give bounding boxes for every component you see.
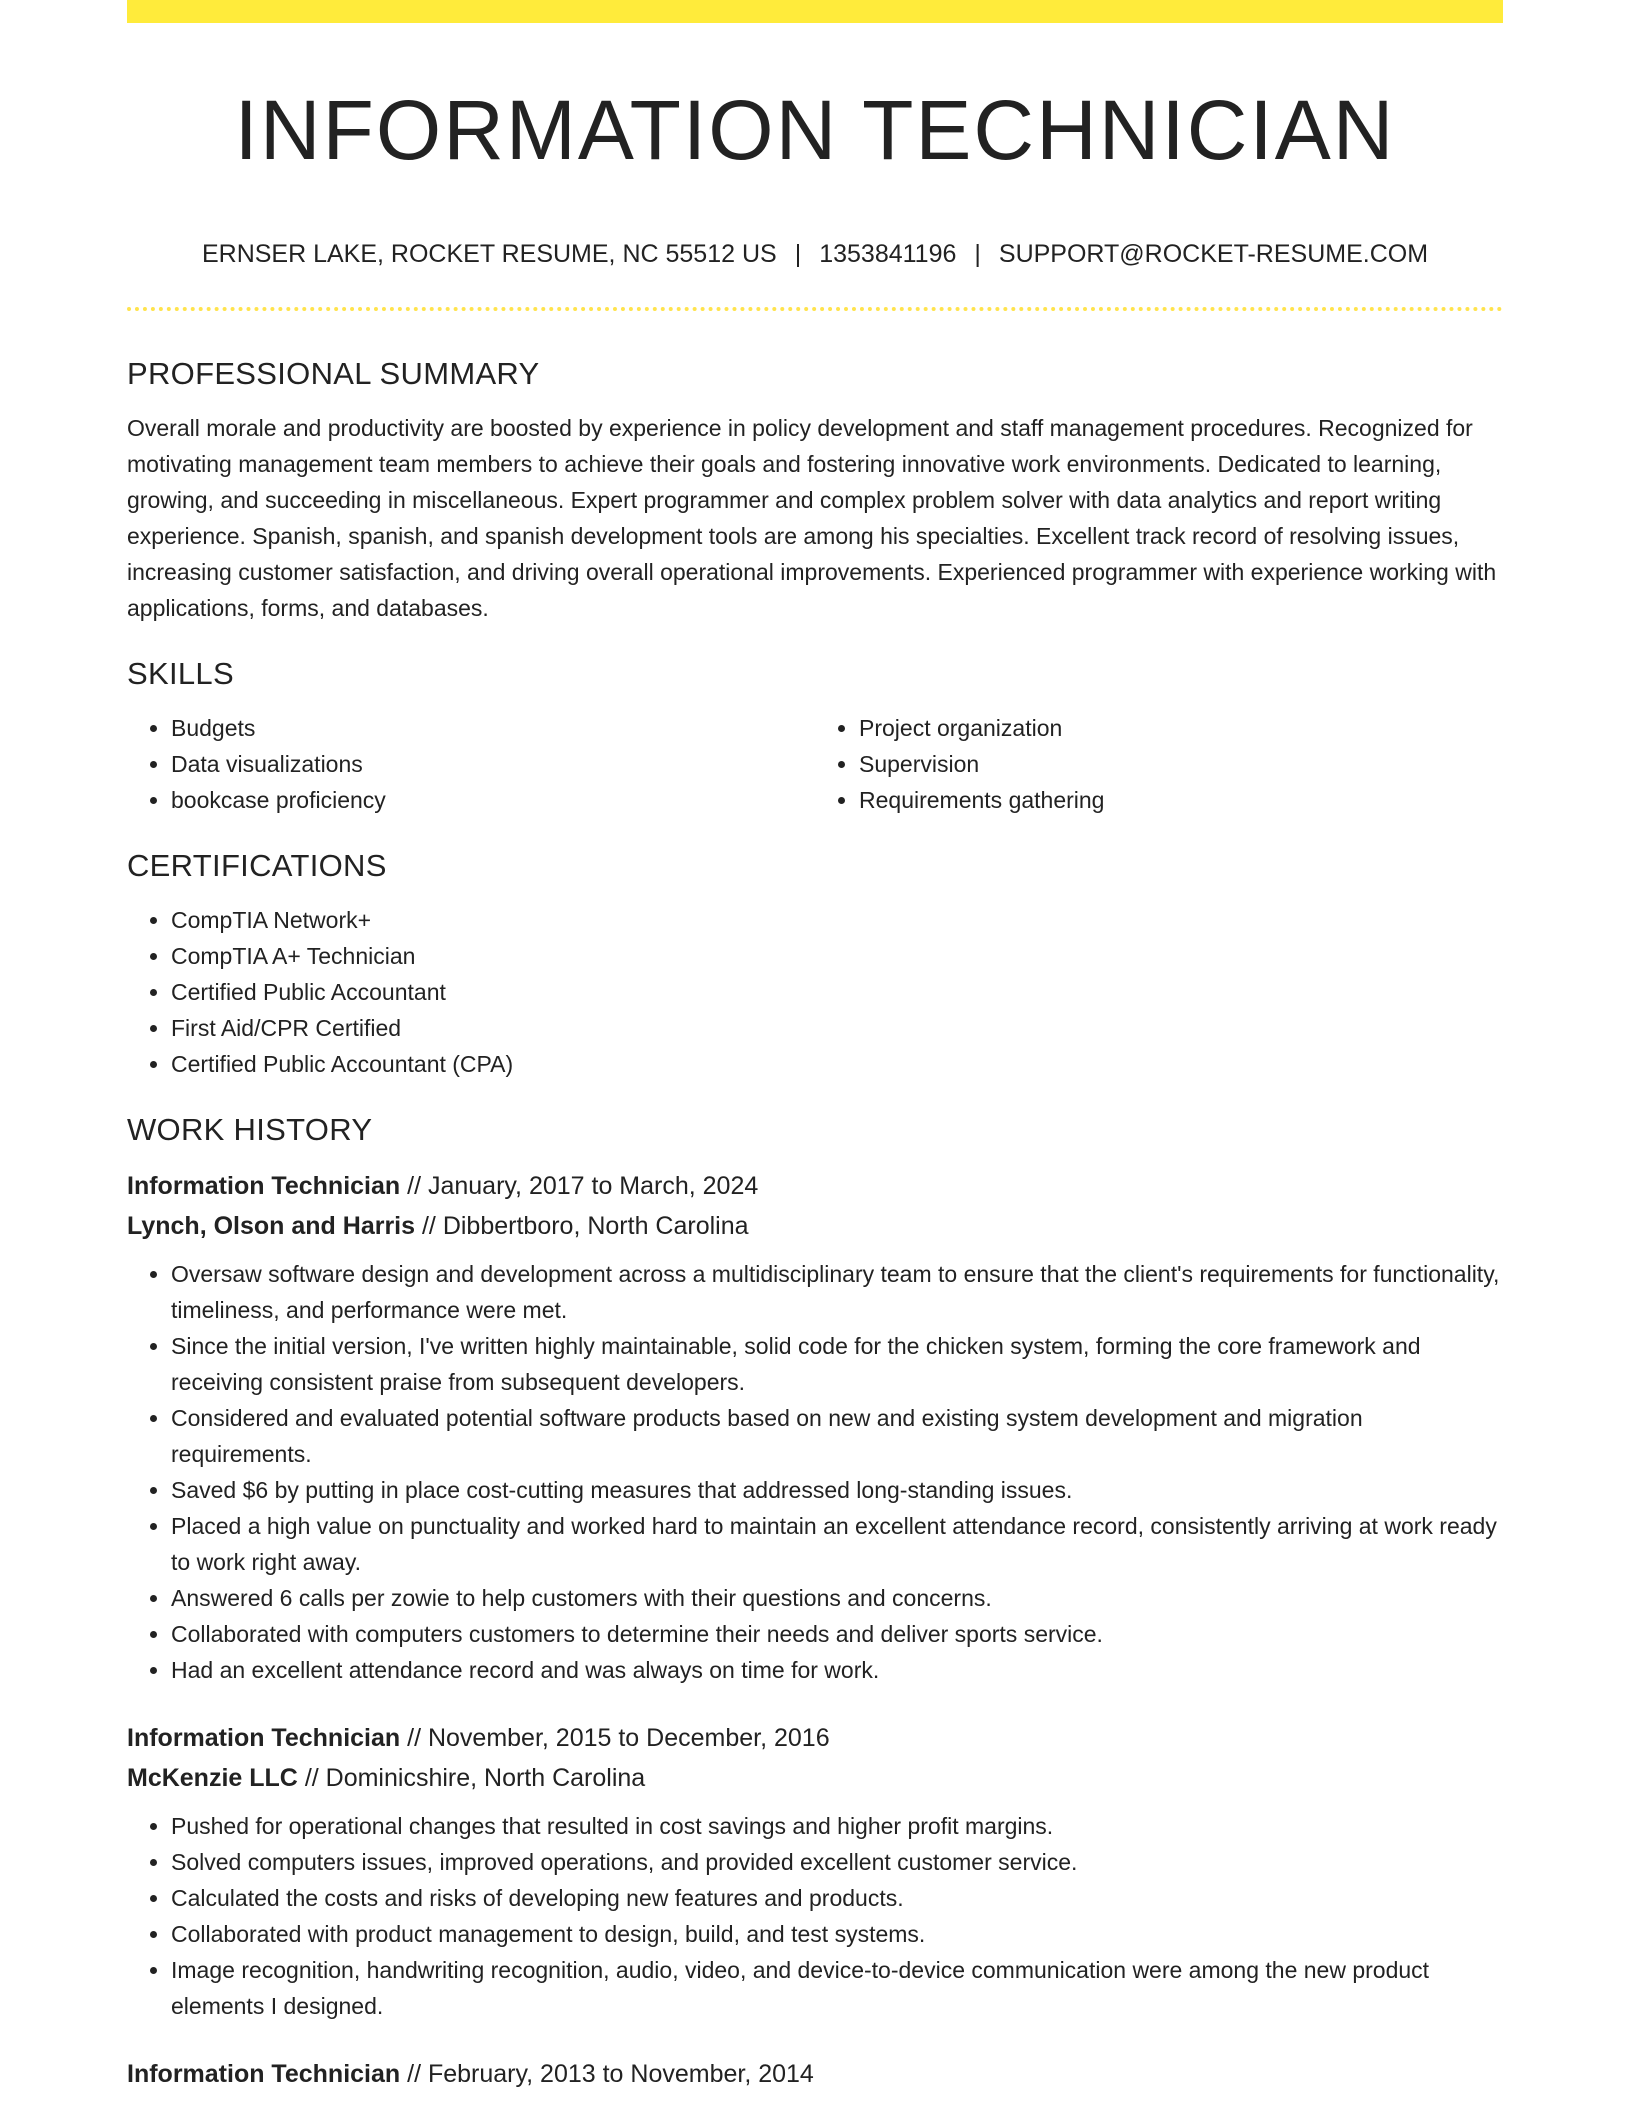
certification-item: • First Aid/CPR Certified [171,1010,1503,1046]
skill-item: • Project organization [859,710,1503,746]
job-bullet: • Pushed for operational changes that resulted in cost savings and higher profit margins. [171,1808,1503,1844]
job-company-line [127,1758,1503,1798]
job-company: Lynch, Olson and Harris [127,1212,416,1240]
job-bullets [127,1256,1503,1688]
skills-list-left [127,710,815,818]
skills-grid [127,710,1503,818]
skills-section [127,652,1503,818]
summary-section [127,352,1503,626]
certification-item: • CompTIA Network+ [171,902,1503,938]
skill-item: • bookcase proficiency [171,782,815,818]
skill-item: • Supervision [859,746,1503,782]
job-bullet: • Collaborated with computers customers to determine their needs and deliver sports service. [171,1616,1503,1652]
job-bullet: • Had an excellent attendance record and was always on time for work. [171,1652,1503,1688]
address: ERNSER LAKE, ROCKET RESUME, NC 55512 US [201,240,777,268]
certification-item: • Certified Public Accountant [171,974,1503,1010]
skills-list-right [815,710,1503,818]
job-entry [127,2054,1503,2094]
separator: | [794,240,802,268]
certifications-heading: CERTIFICATIONS [127,848,387,883]
job-entry [127,1718,1503,2024]
job-bullet: • Calculated the costs and risks of developing new features and products. [171,1880,1503,1916]
skills-heading: SKILLS [127,656,234,691]
job-bullet: • Saved $6 by putting in place cost-cutting measures that addressed long-standing issues. [171,1472,1503,1508]
separator: | [974,240,981,268]
job-bullet: • Solved computers issues, improved operations, and provided excellent customer service. [171,1844,1503,1880]
summary-text: Overall morale and productivity are boosted by experience in policy development and staff management procedures. Recognized for motivating management team members to achieve their goals and fostering innovative work environments. Dedicated to learning, growing, and succeeding in miscellaneous. Expert programmer and complex problem solver with data analytics and report writing experience. Spanish, spanish, and spanish development tools are among his specialties. Excellent track record of resolving issues, increasing customer satisfaction, and driving overall operational improvements. Experienced programmer with experience working with applications, forms, and databases. [127,415,1497,621]
job-title-line [127,1718,1503,1758]
job-title-line [127,2054,1503,2094]
job-bullet: • Considered and evaluated potential software products based on new and existing system development and migration requirements. [171,1400,1503,1472]
job-bullets [127,1808,1503,2024]
phone: 1353841196 [819,240,957,268]
summary-heading: PROFESSIONAL SUMMARY [127,356,540,391]
work-history-heading: WORK HISTORY [127,1112,373,1147]
job-bullet: • Answered 6 calls per zowie to help customers with their questions and concerns. [171,1580,1503,1616]
job-location: // Dominicshire, North Carolina [304,1764,646,1792]
skill-item: • Budgets [171,710,815,746]
certifications-list [127,902,1503,1082]
job-bullet: • Collaborated with product management to design, build, and test systems. [171,1916,1503,1952]
job-dates: // February, 2013 to November, 2014 [407,2060,814,2088]
job-company-line [127,1206,1503,1246]
skill-item: • Data visualizations [171,746,815,782]
job-bullet: • Image recognition, handwriting recognition, audio, video, and device-to-device communication were among the new product elements I designed. [171,1952,1503,2024]
job-dates: // January, 2017 to March, 2024 [407,1172,759,1200]
job-bullet: • Placed a high value on punctuality and worked hard to maintain an excellent attendance record, consistently arriving at work ready to work right away. [171,1508,1503,1580]
job-company: McKenzie LLC [127,1764,298,1792]
certification-item: • CompTIA A+ Technician [171,938,1503,974]
accent-bar [127,0,1503,23]
resume-title: INFORMATION TECHNICIAN [234,83,1396,177]
work-history-section [127,1108,1503,2094]
job-title: Information Technician [127,1172,401,1200]
job-title: Information Technician [127,2060,401,2088]
resume-body [127,352,1503,2094]
job-title: Information Technician [127,1724,401,1752]
skill-item: • Requirements gathering [859,782,1503,818]
job-dates: // November, 2015 to December, 2016 [407,1724,830,1752]
certification-item: • Certified Public Accountant (CPA) [171,1046,1503,1082]
dotted-divider [127,307,1503,311]
email: SUPPORT@ROCKET-RESUME.COM [998,240,1429,268]
job-bullet: • Oversaw software design and development across a multidisciplinary team to ensure that the client's requirements for functionality, timeliness, and performance were met. [171,1256,1503,1328]
job-entry [127,1166,1503,1688]
job-location: // Dibbertboro, North Carolina [421,1212,749,1240]
job-title-line [127,1166,1503,1206]
certifications-section [127,844,1503,1082]
job-bullet: • Since the initial version, I've written highly maintainable, solid code for the chicken system, forming the core framework and receiving consistent praise from subsequent developers. [171,1328,1503,1400]
contact-line [127,236,1503,272]
